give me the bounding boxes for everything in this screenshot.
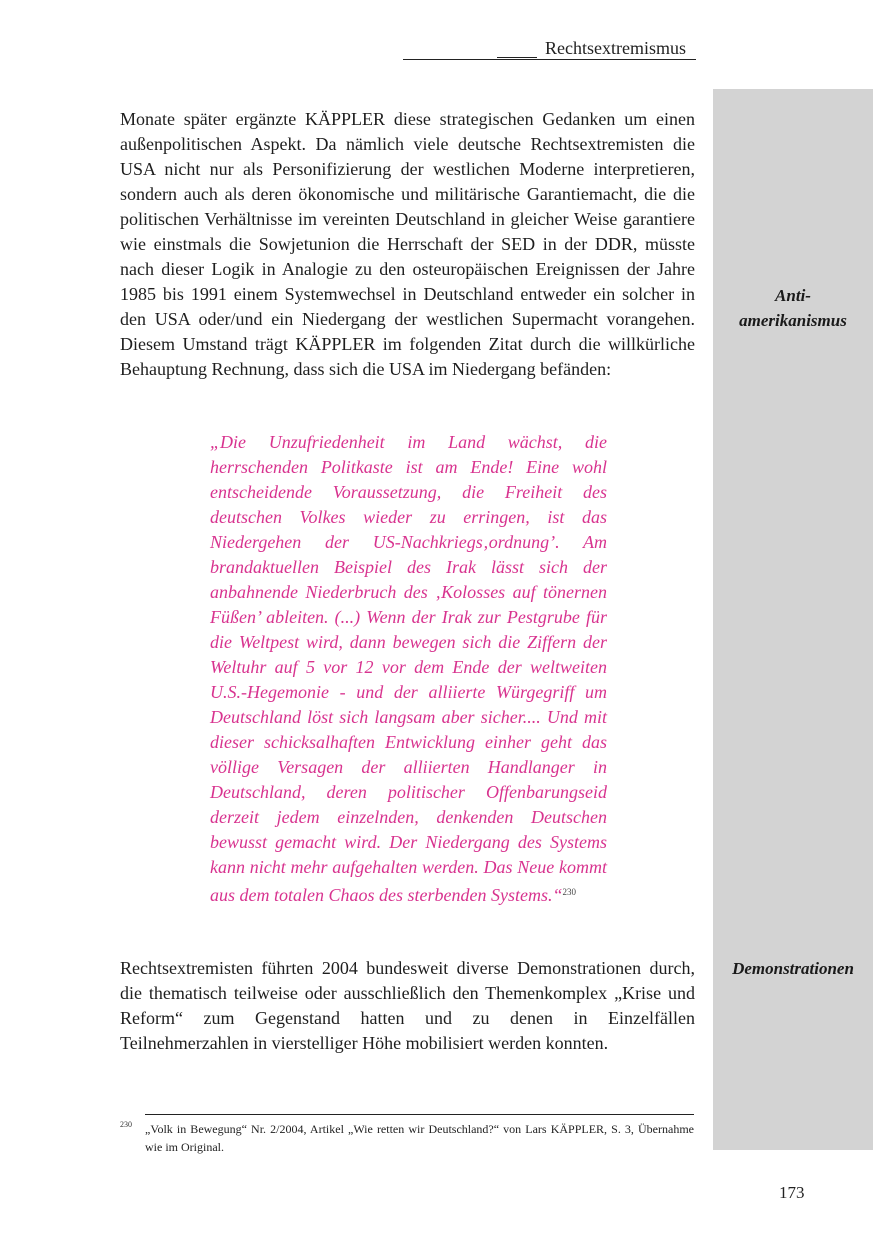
margin-sidebar (713, 89, 873, 1150)
running-head: Rechtsextremismus (545, 38, 686, 58)
margin-note-antiamerikanismus (713, 283, 873, 333)
footnote-text: „Volk in Bewegung“ Nr. 2/2004, Artikel „Wie retten wir Deutschland?“ von Lars KÄPPLER, S. 3, Übernahme wie im Original. (145, 1122, 694, 1154)
margin-note-demonstrationen (713, 956, 873, 981)
body-paragraph-1: Monate später ergänzte KÄPPLER diese strategischen Gedanken um einen außenpolitischen Aspekt. Da nämlich viele deutsche Rechtsextremisten die USA nicht nur als Personifizierung der westlichen Moderne interpretieren, sondern auch als deren ökonomische und militärische Garantiemacht, die die politischen Verhältnisse im vereinten Deutschland in gleicher Weise garantiere wie einstmals die Sowjetunion die Herrschaft der SED in der DDR, müsste nach dieser Logik in Analogie zu den osteuropäischen Ereignissen der Jahre 1985 bis 1991 einem Systemwechsel in Deutschland entweder ein solcher in den USA oder/und ein Niedergang der westlichen Supermacht vorangehen. Diesem Umstand trägt KÄPPLER im folgenden Zitat durch die willkürliche Behauptung Rechnung, dass sich die USA im Niedergang befänden: (120, 109, 695, 379)
margin-note-line-2: amerikanismus (739, 311, 847, 330)
margin-note-demonstrationen-label: Demonstrationen (732, 959, 854, 978)
footnote-reference[interactable]: 230 (562, 887, 576, 897)
footnote-rule (145, 1114, 694, 1115)
page-number: 173 (779, 1183, 805, 1202)
footnote-number: 230 (120, 1120, 132, 1129)
header-rule-accent (497, 57, 537, 58)
margin-note-line-1: Anti- (775, 286, 811, 305)
body-paragraph-2: Rechtsextremisten führten 2004 bundesweit diverse Demonstrationen durch, die thematisch teilweise oder ausschließlich den Themenkomplex „Krise und Reform“ zum Gegenstand hatten und zu denen in Einzelfällen Teilnehmerzahlen in vierstelliger Höhe mobilisiert werden konnten. (120, 958, 695, 1053)
block-quote-text: „Die Unzufriedenheit im Land wächst, die herrschenden Politkaste ist am Ende! Eine wohl entscheidende Voraussetzung, die Freiheit des deutschen Volkes wieder zu erringen, ist das Niedergehen der US-Nachkriegs‚ordnung’. Am brandaktuellen Beispiel des Irak lässt sich der anbahnende Niederbruch des ‚Kolosses auf tönernen Füßen’ ableiten. (...) Wenn der Irak zur Pestgrube für die Weltpest wird, dann bewegen sich die Ziffern der Weltuhr auf 5 vor 12 vor dem Ende der weltweiten U.S.-Hegemonie - und der alliierte Würgegriff um Deutschland löst sich langsam aber sicher.... Und mit dieser schicksalhaften Entwicklung einher geht das völlige Versagen der alliierten Handlanger in Deutschland, deren politischer Offenbarungseid derzeit jedem einzelnden, denkenden Deutschen bewusst gemacht wird. Der Niedergang des Systems kann nicht mehr aufgehalten werden. Das Neue kommt aus dem totalen Chaos des sterbenden Systems.“ (210, 432, 607, 905)
block-quote (210, 430, 607, 908)
header-rule (403, 59, 696, 60)
